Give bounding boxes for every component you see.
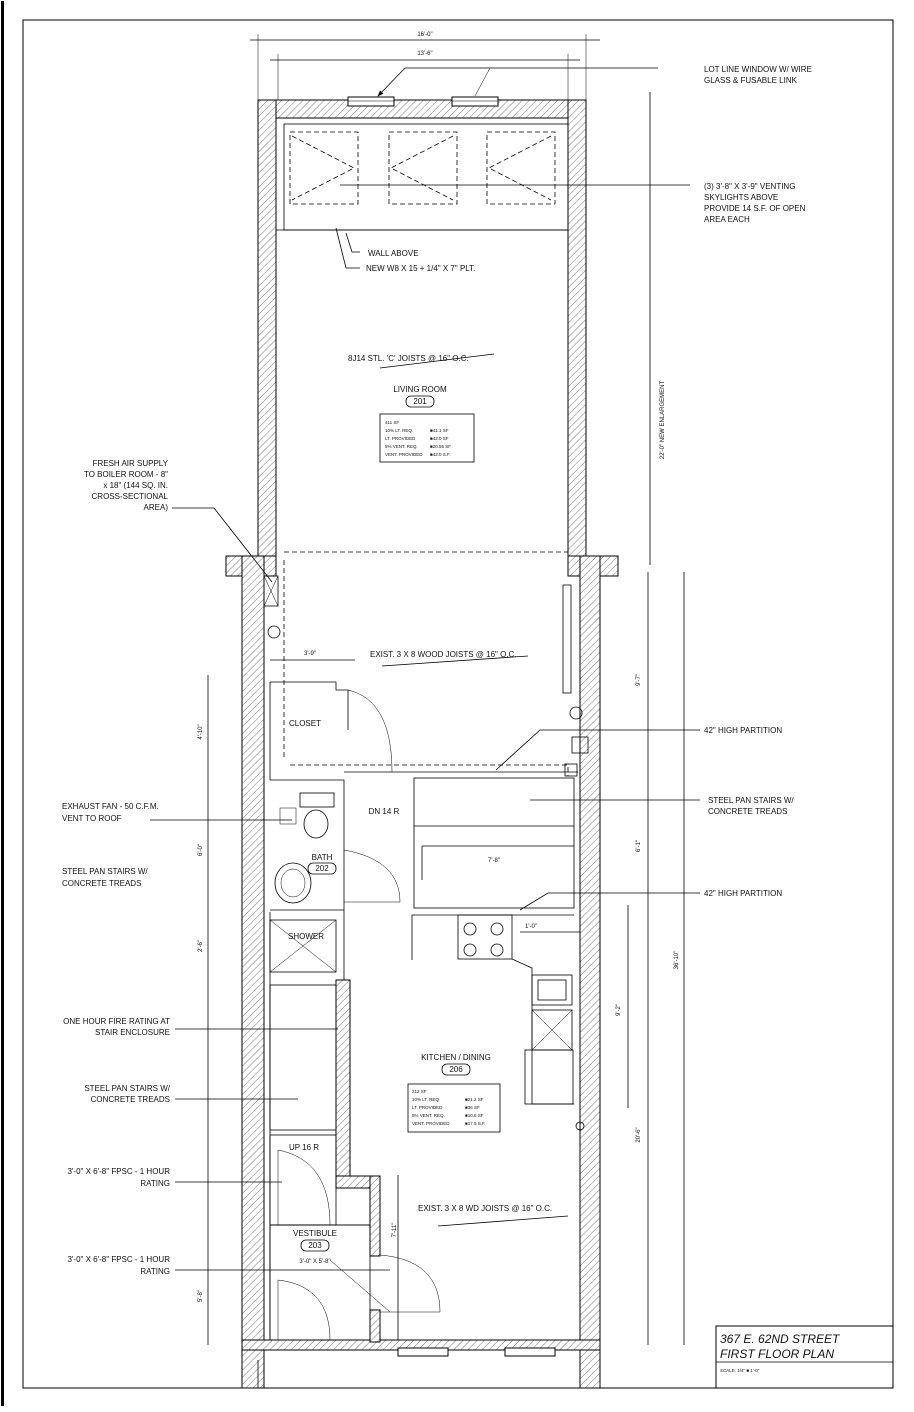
title-address: 367 E. 62ND STREET bbox=[720, 1332, 840, 1346]
note-stairs-left2-2: CONCRETE TREADS bbox=[90, 1095, 170, 1104]
dim-5-8: 5'-8" bbox=[198, 1290, 204, 1302]
room-number-kitchen: 206 bbox=[449, 1065, 463, 1074]
dim-6-0: 6'-0" bbox=[198, 844, 204, 856]
note-exhaust-fan-2: VENT TO ROOF bbox=[62, 814, 122, 823]
room-name-vestibule: VESTIBULE bbox=[292, 1229, 338, 1238]
stairs-left bbox=[270, 985, 440, 1340]
svg-text:■41.1 SF: ■41.1 SF bbox=[430, 428, 449, 433]
note-fresh-air-3: x 18" (144 SQ. IN. bbox=[103, 481, 168, 490]
dim-new-enlargement: 22'-0" NEW ENLARGEMENT bbox=[660, 380, 666, 460]
room-name-living: LIVING ROOM bbox=[393, 385, 447, 394]
room-name-closet: CLOSET bbox=[288, 719, 322, 728]
room-number-living: 201 bbox=[413, 397, 427, 406]
note-stairs-right-1: STEEL PAN STAIRS W/ bbox=[708, 796, 794, 805]
dim-4-10: 4'-10" bbox=[198, 724, 204, 740]
note-lot-line-window-1: LOT LINE WINDOW W/ WIRE bbox=[704, 65, 812, 74]
dim-1-0: 1'-0" bbox=[525, 924, 537, 930]
svg-text:■42.0 S.F.: ■42.0 S.F. bbox=[430, 452, 451, 457]
svg-text:VENT. PROVIDED: VENT. PROVIDED bbox=[412, 1121, 450, 1126]
note-skylights-2: SKYLIGHTS ABOVE bbox=[704, 193, 779, 202]
svg-text:10% LT. REQ.: 10% LT. REQ. bbox=[412, 1097, 441, 1102]
note-fire-rating-1: ONE HOUR FIRE RATING AT bbox=[63, 1017, 170, 1026]
dim-overall-width: 16'-0" bbox=[417, 32, 433, 38]
note-joists-new: 8J14 STL. 'C' JOISTS @ 16" O.C. bbox=[348, 354, 469, 363]
title-block bbox=[716, 1326, 893, 1388]
skylights bbox=[290, 132, 555, 204]
dim-20-6: 20'-6" bbox=[636, 1127, 642, 1143]
note-fire-rating-2: STAIR ENCLOSURE bbox=[95, 1028, 170, 1037]
note-fresh-air-1: FRESH AIR SUPPLY bbox=[92, 459, 168, 468]
title-scale: SCALE: 1/4" ■ 1'-0" bbox=[720, 1368, 760, 1373]
note-door1-1: 3'-0" X 6'-8" FPSC - 1 HOUR bbox=[67, 1167, 170, 1176]
note-fresh-air-2: TO BOILER ROOM - 8" bbox=[83, 470, 168, 479]
note-new-beam: NEW W8 X 15 + 1/4" X 7" PLT. bbox=[366, 264, 476, 273]
dim-9-2: 9'-2" bbox=[616, 1004, 622, 1016]
room-name-bath: BATH bbox=[311, 853, 333, 862]
note-stairs-left1-2: CONCRETE TREADS bbox=[62, 879, 142, 888]
note-joists-exist: EXIST. 3 X 8 WOOD JOISTS @ 16" O.C. bbox=[370, 650, 517, 659]
room-number-vestibule: 203 bbox=[308, 1241, 322, 1250]
note-wall-above: WALL ABOVE bbox=[368, 249, 419, 258]
note-partition-2: 42" HIGH PARTITION bbox=[704, 889, 783, 898]
note-stairs-right-2: CONCRETE TREADS bbox=[708, 807, 788, 816]
room-living bbox=[380, 385, 474, 462]
dim-7-11: 7'-11" bbox=[392, 1222, 398, 1238]
note-up: UP 16 R bbox=[288, 1143, 320, 1152]
dim-6-1: 6'-1" bbox=[636, 840, 642, 852]
dim-inner-width: 13'-6" bbox=[417, 51, 433, 57]
svg-text:411 SF: 411 SF bbox=[385, 420, 400, 425]
walls bbox=[226, 100, 618, 1388]
note-skylights-3: PROVIDE 14 S.F. OF OPEN bbox=[704, 204, 806, 213]
dimension-lines bbox=[208, 34, 684, 1345]
note-stairs-left2-1: STEEL PAN STAIRS W/ bbox=[84, 1084, 170, 1093]
dim-door-size: 3'-0" X 5'-8" bbox=[299, 1259, 331, 1265]
room-vestibule bbox=[293, 1229, 337, 1251]
note-stairs-left1-1: STEEL PAN STAIRS W/ bbox=[62, 867, 148, 876]
left-sheet-edge bbox=[1, 1, 4, 1406]
room-name-kitchen: KITCHEN / DINING bbox=[421, 1053, 491, 1062]
room-number-bath: 202 bbox=[315, 864, 329, 873]
note-exhaust-fan-1: EXHAUST FAN - 50 C.F.M. bbox=[62, 802, 159, 811]
svg-text:10% LT. REQ.: 10% LT. REQ. bbox=[385, 428, 414, 433]
note-skylights-1: (3) 3'-8" X 3'-9" VENTING bbox=[704, 182, 796, 191]
note-door1-2: RATING bbox=[140, 1179, 170, 1188]
svg-text:5% VENT. REQ.: 5% VENT. REQ. bbox=[385, 444, 418, 449]
dim-3-9: 3'-9" bbox=[304, 651, 316, 657]
note-door2-1: 3'-0" X 6'-8" FPSC - 1 HOUR bbox=[67, 1255, 170, 1264]
room-bath bbox=[308, 853, 336, 874]
note-fresh-air-5: AREA) bbox=[143, 503, 168, 512]
svg-text:■36 SF: ■36 SF bbox=[465, 1105, 480, 1110]
room-kitchen bbox=[408, 1053, 500, 1132]
svg-text:212 SF: 212 SF bbox=[412, 1089, 427, 1094]
note-door2-2: RATING bbox=[140, 1267, 170, 1276]
title-sheet-name: FIRST FLOOR PLAN bbox=[720, 1347, 835, 1361]
note-joists-exist-wd: EXIST. 3 X 8 WD JOISTS @ 16" O.C. bbox=[418, 1204, 553, 1213]
dim-36-10: 36'-10" bbox=[674, 950, 680, 970]
note-fresh-air-4: CROSS-SECTIONAL bbox=[91, 492, 168, 501]
note-skylights-4: AREA EACH bbox=[704, 215, 750, 224]
dim-7-8: 7'-8" bbox=[488, 858, 500, 864]
svg-text:■20.55 SF: ■20.55 SF bbox=[430, 444, 451, 449]
stairs-right bbox=[414, 778, 574, 908]
dim-2-6: 2'-6" bbox=[198, 940, 204, 952]
note-lot-line-window-2: GLASS & FUSABLE LINK bbox=[704, 76, 797, 85]
svg-text:LT. PROVIDED: LT. PROVIDED bbox=[412, 1105, 443, 1110]
joist-arrow bbox=[438, 1216, 568, 1226]
dim-9-7: 9'-7" bbox=[636, 674, 642, 686]
svg-text:5% VENT. REQ.: 5% VENT. REQ. bbox=[412, 1113, 445, 1118]
svg-text:VENT. PROVIDED: VENT. PROVIDED bbox=[385, 452, 423, 457]
svg-text:■21.2 SF: ■21.2 SF bbox=[465, 1097, 484, 1102]
svg-text:LT. PROVIDED: LT. PROVIDED bbox=[385, 436, 416, 441]
note-partition-1: 42" HIGH PARTITION bbox=[704, 726, 783, 735]
skylight-frame bbox=[284, 124, 568, 230]
svg-text:■17.5 S.F.: ■17.5 S.F. bbox=[465, 1121, 486, 1126]
svg-text:■10.6 SF: ■10.6 SF bbox=[465, 1113, 484, 1118]
svg-text:■42.0 SF: ■42.0 SF bbox=[430, 436, 449, 441]
note-dn: DN 14 R bbox=[368, 807, 400, 816]
room-name-shower: SHOWER bbox=[288, 932, 324, 941]
